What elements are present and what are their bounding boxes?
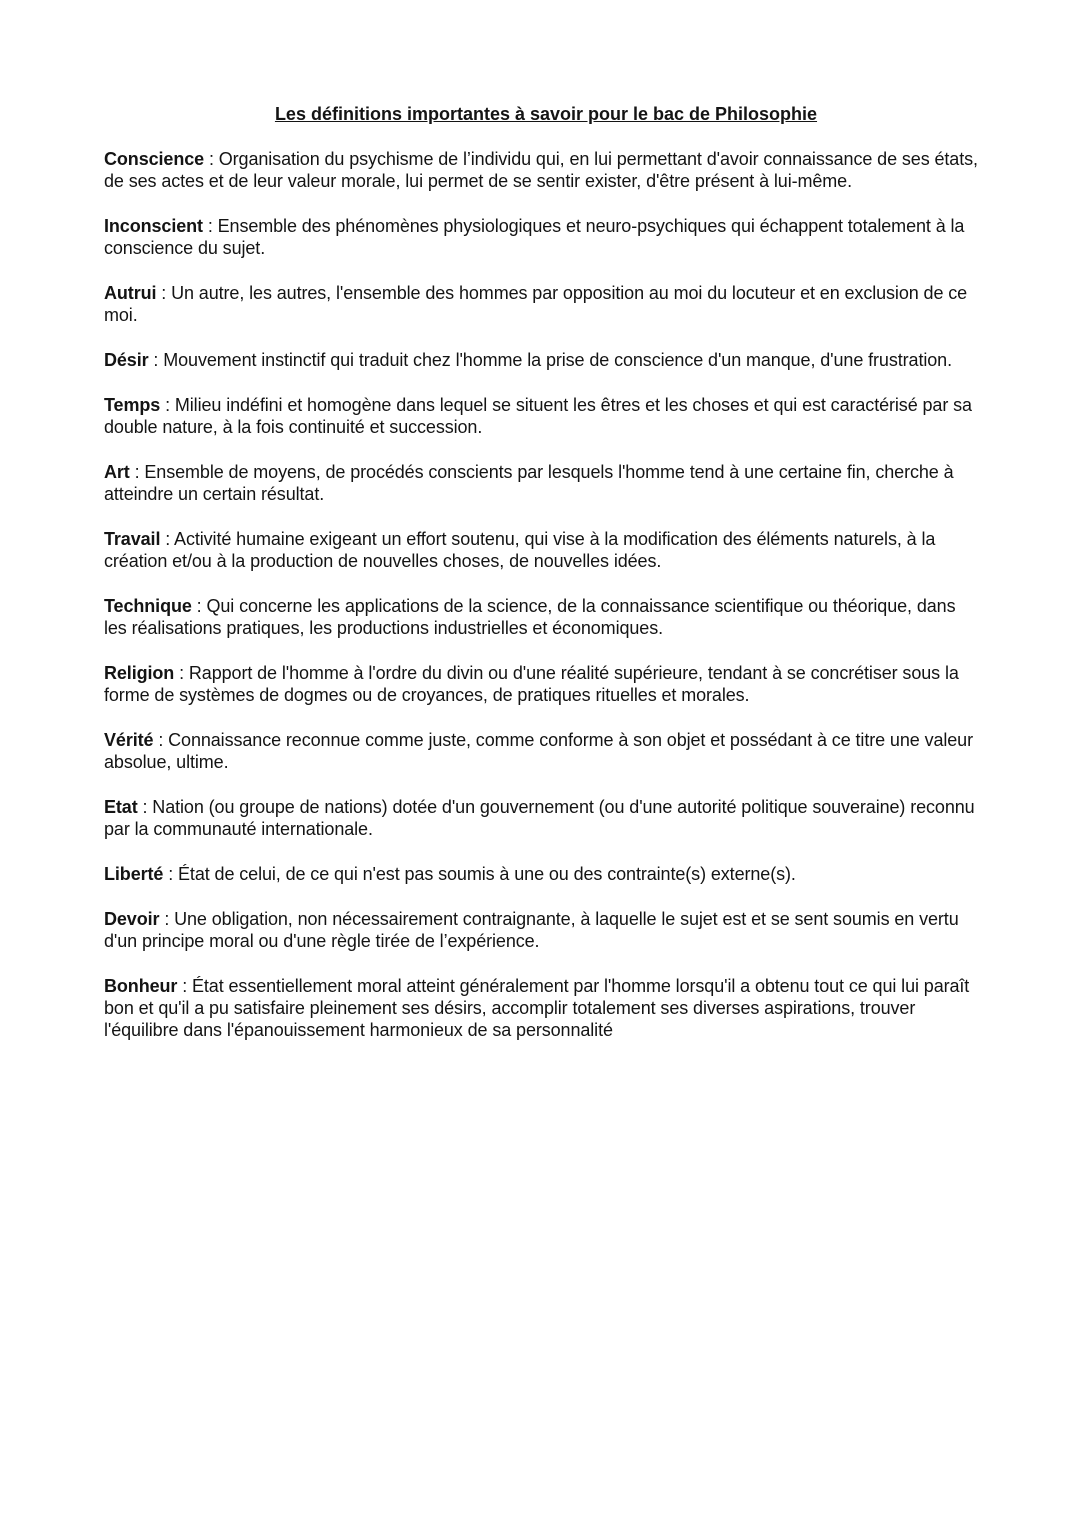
term-temps: Temps bbox=[104, 395, 161, 415]
term-technique: Technique bbox=[104, 596, 192, 616]
definition-entry bbox=[104, 975, 980, 1041]
definition-entry bbox=[104, 461, 980, 505]
definition-entry bbox=[104, 662, 980, 706]
definition-text: : État essentiellement moral atteint généralement par l'homme lorsqu'il a obtenu tout ce qui lui paraît bon et qu'il a pu satisfaire pleinement ses désirs, accomplir totalement ses diverses aspirations, trouver l'équilibre dans l'épanouissement harmonieux de sa personnalité bbox=[104, 976, 970, 1040]
term-etat: Etat bbox=[104, 797, 138, 817]
definition-entry bbox=[104, 528, 980, 572]
definition-entry bbox=[104, 148, 980, 192]
definition-text: : Un autre, les autres, l'ensemble des hommes par opposition au moi du locuteur et en exclusion de ce moi. bbox=[104, 283, 968, 325]
term-autrui: Autrui bbox=[104, 283, 157, 303]
definition-entry bbox=[104, 349, 980, 371]
definition-text: : Ensemble des phénomènes physiologiques et neuro-psychiques qui échappent totalement à la conscience du sujet. bbox=[104, 216, 965, 258]
definition-entry bbox=[104, 394, 980, 438]
term-bonheur: Bonheur bbox=[104, 976, 178, 996]
definition-text: : État de celui, de ce qui n'est pas soumis à une ou des contrainte(s) externe(s). bbox=[163, 864, 796, 884]
term-inconscient: Inconscient bbox=[104, 216, 203, 236]
definition-entry bbox=[104, 282, 980, 326]
definition-text: : Une obligation, non nécessairement contraignante, à laquelle le sujet est et se sent soumis en vertu d'un principe moral ou d'une règle tirée de l’expérience. bbox=[104, 909, 959, 951]
term-desir: Désir bbox=[104, 350, 149, 370]
term-conscience: Conscience bbox=[104, 149, 205, 169]
term-verite: Vérité bbox=[104, 730, 154, 750]
definition-text: : Rapport de l'homme à l'ordre du divin ou d'une réalité supérieure, tendant à se concrétiser sous la forme de systèmes de dogmes ou de croyances, de pratiques rituelles et morales. bbox=[104, 663, 959, 705]
definition-text: : Ensemble de moyens, de procédés conscients par lesquels l'homme tend à une certaine fin, cherche à atteindre un certain résultat. bbox=[104, 462, 954, 504]
definition-entry bbox=[104, 863, 980, 885]
definition-entry bbox=[104, 908, 980, 952]
term-travail: Travail bbox=[104, 529, 161, 549]
definition-text: : Mouvement instinctif qui traduit chez l'homme la prise de conscience d'un manque, d'une frustration. bbox=[148, 350, 952, 370]
document-page bbox=[104, 102, 980, 1064]
definition-entry bbox=[104, 729, 980, 773]
term-art: Art bbox=[104, 462, 130, 482]
term-religion: Religion bbox=[104, 663, 175, 683]
definition-entry bbox=[104, 215, 980, 259]
term-devoir: Devoir bbox=[104, 909, 160, 929]
definition-entry bbox=[104, 595, 980, 639]
definition-text: : Connaissance reconnue comme juste, comme conforme à son objet et possédant à ce titre une valeur absolue, ultime. bbox=[104, 730, 973, 772]
definition-text: : Organisation du psychisme de l’individu qui, en lui permettant d'avoir connaissance de ses états, de ses actes et de leur valeur morale, lui permet de se sentir exister, d'être présent à lui-même. bbox=[104, 149, 978, 191]
definition-text: : Milieu indéfini et homogène dans lequel se situent les êtres et les choses et qui est caractérisé par sa double nature, à la fois continuité et succession. bbox=[104, 395, 972, 437]
term-liberte: Liberté bbox=[104, 864, 164, 884]
definition-text: : Nation (ou groupe de nations) dotée d'un gouvernement (ou d'une autorité politique souveraine) reconnu par la communauté internationale. bbox=[104, 797, 975, 839]
definition-text: : Qui concerne les applications de la science, de la connaissance scientifique ou théorique, dans les réalisations pratiques, les productions industrielles et économiques. bbox=[104, 596, 956, 638]
definition-entry bbox=[104, 796, 980, 840]
document-title: Les définitions importantes à savoir pour le bac de Philosophie bbox=[274, 104, 818, 124]
definition-text: : Activité humaine exigeant un effort soutenu, qui vise à la modification des éléments naturels, à la création et/ou à la production de nouvelles choses, de nouvelles idées. bbox=[104, 529, 936, 571]
